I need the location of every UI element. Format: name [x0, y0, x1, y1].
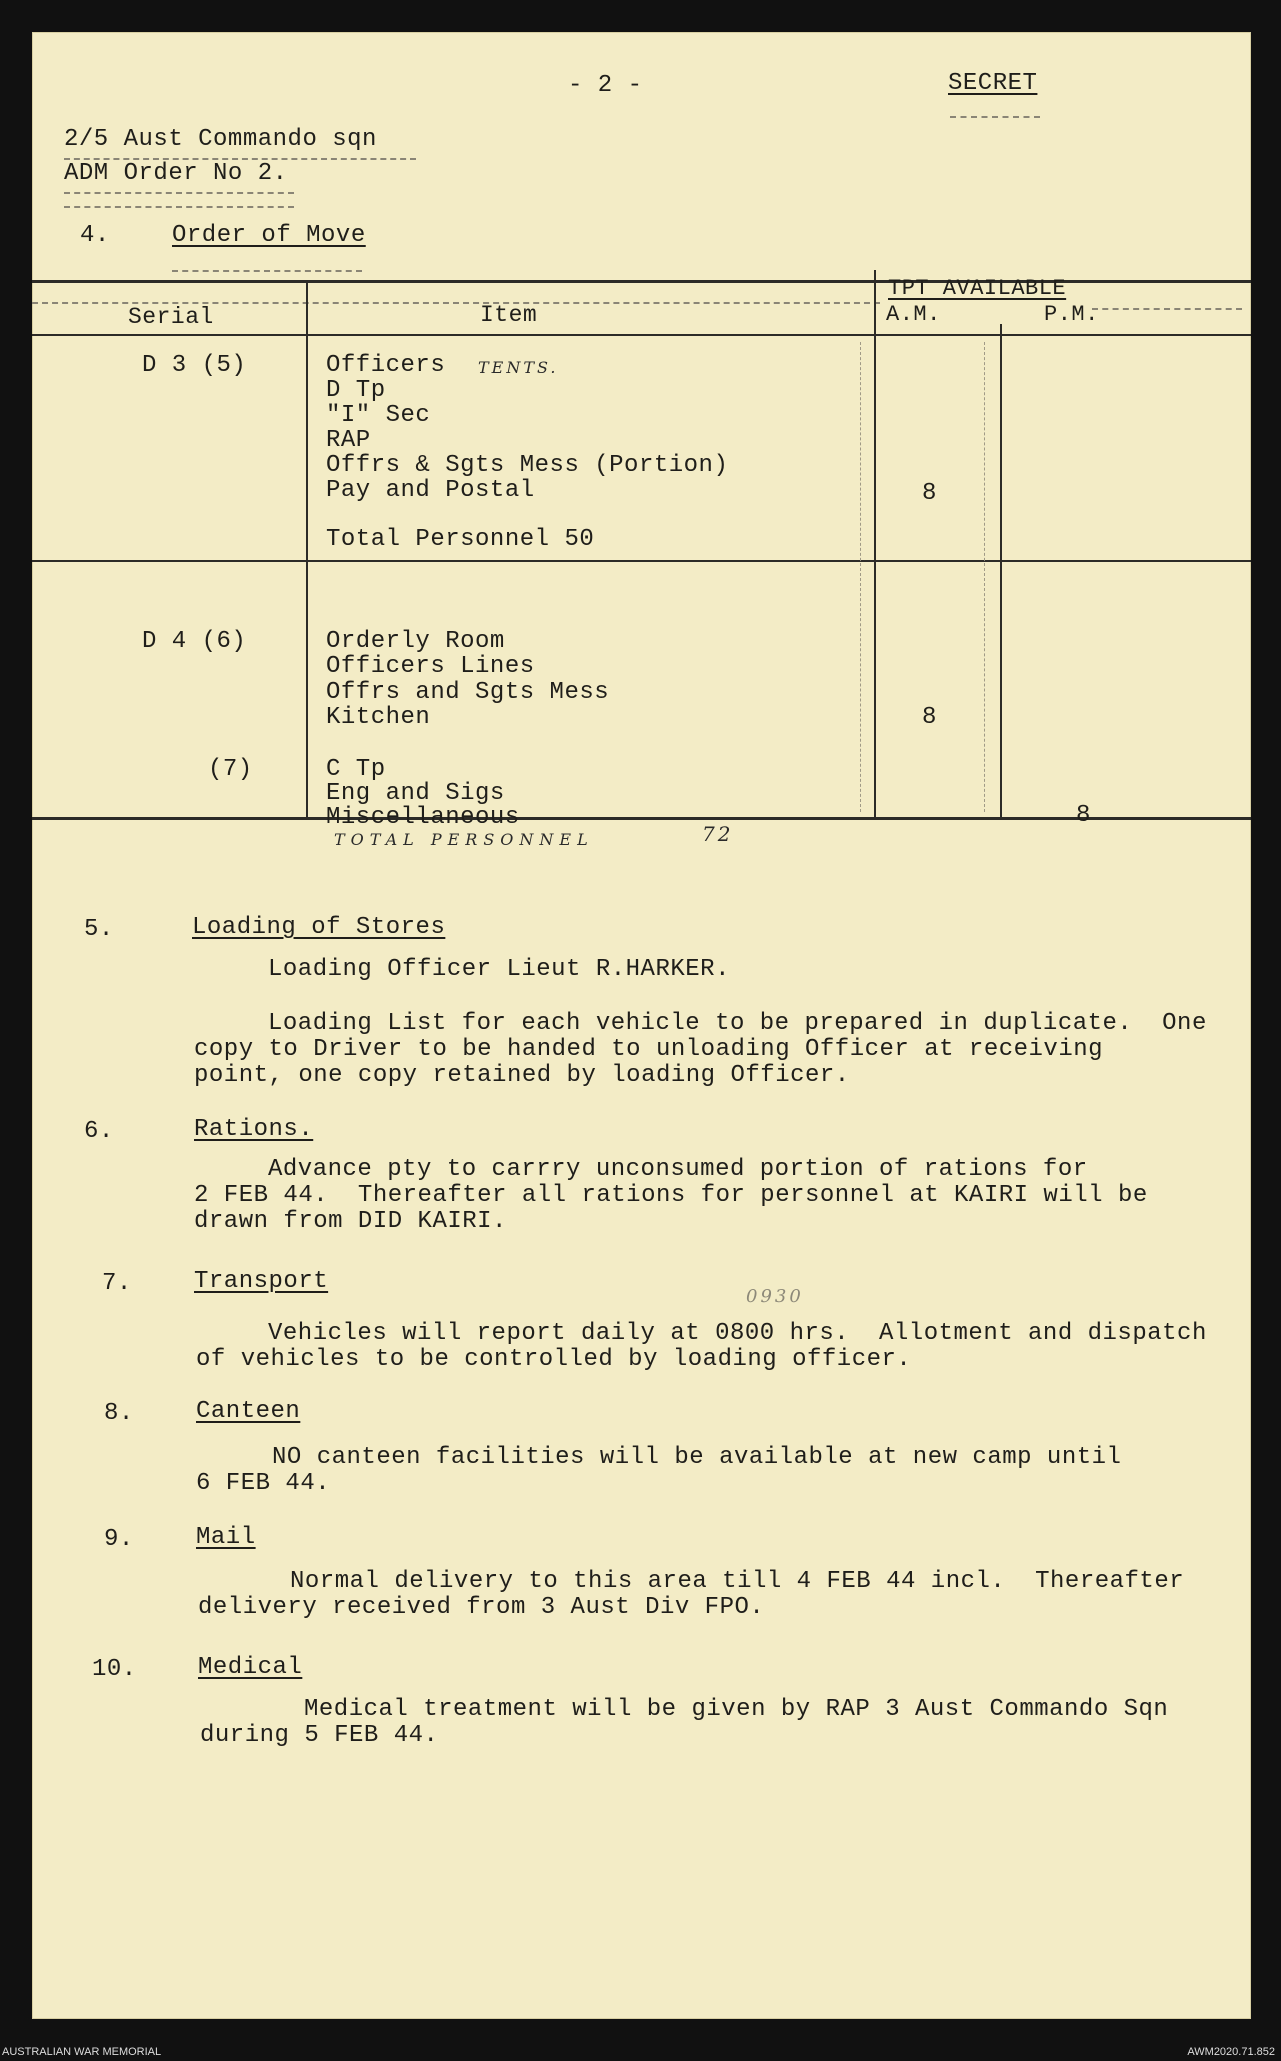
row-2-handwritten-total-value: 72 [702, 822, 734, 846]
row-1-item-3: "I" Sec [326, 402, 431, 429]
section-7-title: Transport [194, 1268, 329, 1295]
order-underline [64, 192, 294, 194]
row-2-am: 8 [922, 704, 937, 731]
row-2-sub-item-2: Eng and Sigs [326, 780, 505, 807]
section-7-line-2: of vehicles to be controlled by loading officer. [196, 1346, 912, 1373]
col-header-am: A.M. [886, 302, 941, 327]
section-9-title: Mail [196, 1524, 256, 1551]
row-2-sub-item-1: C Tp [326, 756, 386, 783]
classification-underline [950, 116, 1040, 118]
section-4-number: 4. [80, 222, 110, 249]
col-divider-ampm [1000, 324, 1002, 818]
order-underline-2 [64, 206, 294, 208]
section-7-line-1: Vehicles will report daily at 0800 hrs. Allotment and dispatch [268, 1320, 1207, 1347]
section-10-line-1: Medical treatment will be given by RAP 3 Aust Commando Sqn [304, 1696, 1169, 1723]
section-5-title: Loading of Stores [192, 914, 446, 941]
classification-label: SECRET [948, 70, 1038, 97]
row-1-item-5: Offrs & Sgts Mess (Portion) [326, 452, 729, 479]
row-2-handwritten-total: TOTAL PERSONNEL [334, 830, 594, 849]
section-4-title: Order of Move [172, 222, 366, 249]
order-title: ADM Order No 2. [64, 160, 288, 187]
section-4-underline [172, 270, 362, 272]
row-1-item-6: Pay and Postal [326, 477, 535, 504]
section-8-title: Canteen [196, 1398, 301, 1425]
row-2-item-2: Officers Lines [326, 653, 535, 680]
section-6-number: 6. [84, 1118, 114, 1145]
section-8-number: 8. [104, 1400, 134, 1427]
section-9-line-2: delivery received from 3 Aust Div FPO. [198, 1594, 765, 1621]
row-2-sub-item-3: Miscellaneous [326, 804, 520, 831]
section-10-title: Medical [198, 1654, 303, 1681]
section-6-line-2: 2 FEB 44. Thereafter all rations for personnel at KAIRI will be [194, 1182, 1148, 1209]
section-9-line-1: Normal delivery to this area till 4 FEB 44 incl. Thereafter [290, 1568, 1185, 1595]
col-dash-guide [860, 342, 861, 812]
section-5-line-5: point, one copy retained by loading Officer. [194, 1062, 850, 1089]
row-1-item-1: Officers [326, 352, 446, 379]
section-5-line-1: Loading Officer Lieut R.HARKER. [268, 956, 730, 983]
section-5-line-4: copy to Driver to be handed to unloading Officer at receiving [194, 1036, 1104, 1063]
archive-reference: AWM2020.71.852 [1187, 2046, 1275, 2058]
row-1-total: Total Personnel 50 [326, 526, 595, 553]
section-5-number: 5. [84, 916, 114, 943]
row-2-item-3: Offrs and Sgts Mess [326, 679, 610, 706]
row-2-serial: D 4 (6) [142, 628, 247, 655]
section-9-number: 9. [104, 1526, 134, 1553]
col-dash-guide-2 [984, 342, 985, 812]
page-number: - 2 - [568, 72, 643, 99]
col-divider-item [874, 270, 876, 818]
row-divider [32, 560, 1251, 562]
row-1-serial: D 3 (5) [142, 352, 247, 379]
row-1-item-4: RAP [326, 427, 371, 454]
row-1-handwritten-note: TENTS. [478, 358, 559, 377]
header-dash-right [1092, 308, 1242, 310]
col-header-serial: Serial [128, 304, 214, 330]
section-6-line-1: Advance pty to carrry unconsumed portion of rations for [268, 1156, 1088, 1183]
section-7-number: 7. [102, 1270, 132, 1297]
row-2-item-4: Kitchen [326, 704, 431, 731]
unit-name: 2/5 Aust Commando sqn [64, 126, 377, 153]
row-2-pm: 8 [1076, 802, 1091, 829]
section-8-line-2: 6 FEB 44. [196, 1470, 331, 1497]
header-bottom-rule [32, 334, 1251, 336]
section-5-line-3: Loading List for each vehicle to be prepared in duplicate. One [268, 1010, 1207, 1037]
section-10-line-2: during 5 FEB 44. [200, 1722, 439, 1749]
row-1-am: 8 [922, 480, 937, 507]
section-6-line-3: drawn from DID KAIRI. [194, 1208, 507, 1235]
section-6-title: Rations. [194, 1116, 314, 1143]
col-header-item: Item [480, 302, 538, 328]
section-8-line-1: NO canteen facilities will be available at new camp until [272, 1444, 1122, 1471]
col-header-pm: P.M. [1044, 302, 1099, 327]
row-1-item-2: D Tp [326, 377, 386, 404]
table-top-rule [32, 280, 1251, 283]
table-bottom-rule [32, 817, 1251, 820]
archive-credit: AUSTRALIAN WAR MEMORIAL [2, 2046, 162, 2058]
col-header-tpt-available: TPT AVAILABLE [888, 276, 1067, 301]
row-2-sub-serial: (7) [208, 756, 253, 783]
section-7-handwritten-note: 0930 [746, 1286, 804, 1307]
row-2-item-1: Orderly Room [326, 628, 505, 655]
section-10-number: 10. [92, 1656, 137, 1683]
document-page [32, 32, 1251, 2019]
col-divider-serial [306, 282, 308, 818]
